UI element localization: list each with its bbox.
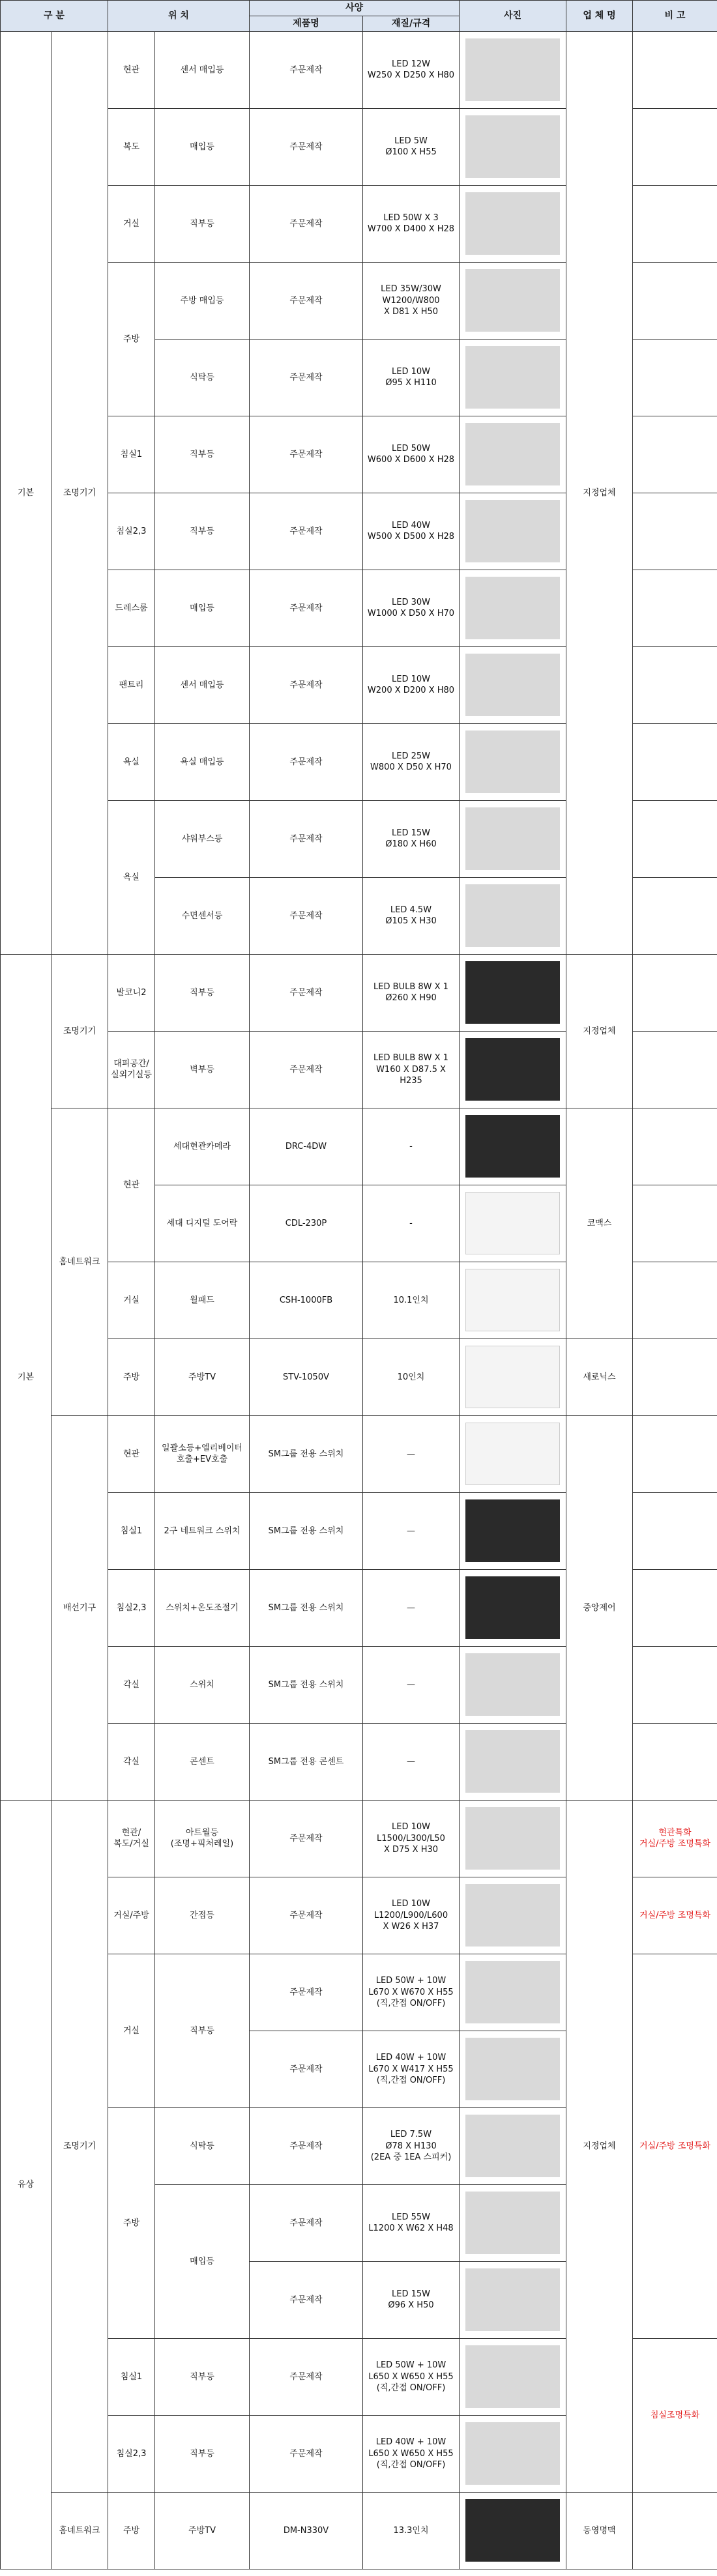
- spec-cell: 10인치: [363, 1339, 460, 1415]
- photo-cell: [460, 1954, 566, 2031]
- spec-cell: —: [363, 1646, 460, 1723]
- product-cell: 주문제작: [250, 954, 363, 1031]
- item-cell: 식탁등: [155, 339, 250, 416]
- subcategory-cell: 조명기기: [51, 1800, 108, 2492]
- note-cell: [633, 31, 717, 108]
- product-cell: SM그룹 전용 스위치: [250, 1415, 363, 1492]
- spec-cell: LED 15W Ø96 X H50: [363, 2261, 460, 2338]
- switch-panel-photo: [465, 1423, 560, 1485]
- product-cell: DRC-4DW: [250, 1108, 363, 1185]
- item-cell: 일괄소등+엘리베이터 호출+EV호출: [155, 1415, 250, 1492]
- spec-cell: LED BULB 8W X 1 W160 X D87.5 X H235: [363, 1031, 460, 1108]
- table-row: [1, 954, 717, 1031]
- spec-cell: LED 5W Ø100 X H55: [363, 108, 460, 185]
- product-cell: 주문제작: [250, 877, 363, 954]
- spec-cell: -: [363, 1108, 460, 1185]
- location-cell: 욕실: [108, 800, 155, 954]
- location-cell: 현관: [108, 31, 155, 108]
- company-cell: 중앙제어: [566, 1415, 633, 1800]
- note-cell: [633, 339, 717, 416]
- photo-cell: [460, 2261, 566, 2338]
- photo-cell: [460, 2107, 566, 2184]
- round-light-photo: [465, 807, 560, 870]
- spec-cell: —: [363, 1492, 460, 1569]
- location-cell: 침실2,3: [108, 1569, 155, 1646]
- spec-cell: LED 50W X 3 W700 X D400 X H28: [363, 185, 460, 262]
- company-cell: 지정업체: [566, 954, 633, 1108]
- location-cell: 침실1: [108, 416, 155, 493]
- header-photo: 사진: [460, 1, 566, 32]
- sensor-square-light-photo: [465, 654, 560, 716]
- item-cell: 주방TV: [155, 2492, 250, 2569]
- product-cell: DM-N330V: [250, 2492, 363, 2569]
- note-cell: [633, 1108, 717, 1185]
- note-cell: [633, 1492, 717, 1569]
- location-cell: 주방: [108, 262, 155, 416]
- photo-cell: [460, 1877, 566, 1954]
- location-cell: 대피공간/ 실외기실등: [108, 1031, 155, 1108]
- product-cell: 주문제작: [250, 570, 363, 646]
- network-switch-photo: [465, 1499, 560, 1562]
- header-location: 위 치: [108, 1, 250, 32]
- spec-cell: LED 35W/30W W1200/W800 X D81 X H50: [363, 262, 460, 339]
- item-cell: 직부등: [155, 416, 250, 493]
- item-cell: 직부등: [155, 1954, 250, 2107]
- location-cell: 거실: [108, 1954, 155, 2107]
- product-cell: 주문제작: [250, 1800, 363, 1877]
- location-cell: 욕실: [108, 723, 155, 800]
- subcategory-cell: 홈네트워크: [51, 1108, 108, 1415]
- subcategory-cell: 조명기기: [51, 31, 108, 954]
- photo-cell: [460, 723, 566, 800]
- photo-cell: [460, 2184, 566, 2261]
- outlets-photo: [465, 1730, 560, 1793]
- item-cell: 욕실 매입등: [155, 723, 250, 800]
- photo-cell: [460, 877, 566, 954]
- spec-cell: LED 10W L1200/L900/L600 X W26 X H37: [363, 1877, 460, 1954]
- note-cell: [633, 570, 717, 646]
- table-row: [1, 1339, 717, 1415]
- round-ceiling-dark-photo: [465, 961, 560, 1024]
- category-cell: 유상: [1, 1800, 51, 2569]
- photo-cell: [460, 108, 566, 185]
- header-material: 재질/규격: [363, 16, 460, 31]
- product-cell: 주문제작: [250, 2415, 363, 2492]
- note-cell: [633, 800, 717, 877]
- location-cell: 주방: [108, 2492, 155, 2569]
- product-cell: SM그룹 전용 콘센트: [250, 1723, 363, 1800]
- recessed-spot-photo: [465, 2268, 560, 2331]
- item-cell: 센서 매입등: [155, 646, 250, 723]
- table-row: [1, 31, 717, 108]
- kitchen-tv-dark-photo: [465, 2499, 560, 2562]
- item-cell: 매입등: [155, 2184, 250, 2338]
- door-camera-photo: [465, 1115, 560, 1178]
- item-cell: 식탁등: [155, 2107, 250, 2184]
- item-cell: 샤워부스등: [155, 800, 250, 877]
- spec-cell: LED 50W + 10W L670 X W670 X H55 (직,간접 ON/OFF): [363, 1954, 460, 2031]
- note-cell: [633, 877, 717, 954]
- location-cell: 각실: [108, 1646, 155, 1723]
- spec-cell: LED 50W W600 X D600 X H28: [363, 416, 460, 493]
- product-cell: 주문제작: [250, 2261, 363, 2338]
- location-cell: 현관/ 복도/거실: [108, 1800, 155, 1877]
- note-cell: [633, 1646, 717, 1723]
- spec-cell: —: [363, 1415, 460, 1492]
- spec-cell: LED 30W W1000 X D50 X H70: [363, 570, 460, 646]
- product-cell: 주문제작: [250, 2031, 363, 2107]
- header-note: 비 고: [633, 1, 717, 32]
- spec-cell: LED 10W L1500/L300/L50 X D75 X H30: [363, 1800, 460, 1877]
- company-cell: 지정업체: [566, 31, 633, 954]
- linear-light-photo: [465, 731, 560, 793]
- item-cell: 주방TV: [155, 1339, 250, 1415]
- product-cell: 주문제작: [250, 1877, 363, 1954]
- linear-light-photo: [465, 269, 560, 332]
- item-cell: 직부등: [155, 185, 250, 262]
- company-cell: 코맥스: [566, 1108, 633, 1339]
- item-cell: 직부등: [155, 2338, 250, 2415]
- note-cell: [633, 108, 717, 185]
- photo-cell: [460, 493, 566, 570]
- square-panel-photo: [465, 423, 560, 485]
- note-cell: [633, 185, 717, 262]
- item-cell: 직부등: [155, 2415, 250, 2492]
- table-row: [1, 2492, 717, 2569]
- linear-light-photo: [465, 577, 560, 639]
- product-cell: 주문제작: [250, 416, 363, 493]
- location-cell: 주방: [108, 2107, 155, 2338]
- spec-cell: LED 10W Ø95 X H110: [363, 339, 460, 416]
- product-cell: 주문제작: [250, 185, 363, 262]
- location-cell: 침실2,3: [108, 2415, 155, 2492]
- photo-cell: [460, 1031, 566, 1108]
- pendant-spot-photo: [465, 2115, 560, 2177]
- location-cell: 복도: [108, 108, 155, 185]
- photo-cell: [460, 1262, 566, 1339]
- spec-cell: LED 15W Ø180 X H60: [363, 800, 460, 877]
- header-product: 제품명: [250, 16, 363, 31]
- spec-cell: LED 40W + 10W L670 X W417 X H55 (직,간접 ON/OFF): [363, 2031, 460, 2107]
- switches-photo: [465, 1653, 560, 1716]
- note-cell: 침실조명특화: [633, 2338, 717, 2492]
- photo-cell: [460, 1723, 566, 1800]
- photo-cell: [460, 339, 566, 416]
- product-cell: 주문제작: [250, 493, 363, 570]
- art-wall-light-photo: [465, 1807, 560, 1870]
- location-cell: 거실: [108, 185, 155, 262]
- table-row: [1, 1800, 717, 1877]
- product-cell: 주문제작: [250, 2184, 363, 2261]
- spec-cell: LED BULB 8W X 1 Ø260 X H90: [363, 954, 460, 1031]
- table-row: [1, 1415, 717, 1492]
- photo-cell: [460, 1800, 566, 1877]
- spec-cell: LED 7.5W Ø78 X H130 (2EA 중 1EA 스피커): [363, 2107, 460, 2184]
- photo-cell: [460, 262, 566, 339]
- item-cell: 아트월등 (조명+픽처레일): [155, 1800, 250, 1877]
- photo-cell: [460, 2492, 566, 2569]
- product-cell: 주문제작: [250, 339, 363, 416]
- location-cell: 침실1: [108, 1492, 155, 1569]
- product-cell: 주문제작: [250, 2338, 363, 2415]
- product-cell: 주문제작: [250, 108, 363, 185]
- company-cell: 지정업체: [566, 1800, 633, 2492]
- note-cell: [633, 416, 717, 493]
- note-cell: [633, 2492, 717, 2569]
- product-cell: CSH-1000FB: [250, 1262, 363, 1339]
- product-cell: 주문제작: [250, 31, 363, 108]
- square-frame-photo: [465, 2422, 560, 2485]
- category-cell: 기본: [1, 31, 51, 954]
- note-cell: [633, 954, 717, 1031]
- square-frame-photo: [465, 2345, 560, 2408]
- location-cell: 드레스룸: [108, 570, 155, 646]
- panel-light-set-photo: [465, 192, 560, 255]
- spec-cell: 13.3인치: [363, 2492, 460, 2569]
- location-cell: 거실: [108, 1262, 155, 1339]
- item-cell: 세대현관카메라: [155, 1108, 250, 1185]
- spec-cell: LED 25W W800 X D50 X H70: [363, 723, 460, 800]
- kitchen-tv-photo: [465, 1346, 560, 1408]
- note-cell: [633, 1339, 717, 1415]
- item-cell: 간접등: [155, 1877, 250, 1954]
- item-cell: 세대 디지털 도어락: [155, 1185, 250, 1262]
- location-cell: 각실: [108, 1723, 155, 1800]
- spec-cell: LED 4.5W Ø105 X H30: [363, 877, 460, 954]
- item-cell: 스위치+온도조절기: [155, 1569, 250, 1646]
- photo-cell: [460, 646, 566, 723]
- photo-cell: [460, 570, 566, 646]
- product-cell: SM그룹 전용 스위치: [250, 1646, 363, 1723]
- item-cell: 월패드: [155, 1262, 250, 1339]
- product-cell: 주문제작: [250, 800, 363, 877]
- photo-cell: [460, 2338, 566, 2415]
- photo-cell: [460, 416, 566, 493]
- photo-cell: [460, 1569, 566, 1646]
- spec-cell: LED 55W L1200 X W62 X H48: [363, 2184, 460, 2261]
- location-cell: 주방: [108, 1339, 155, 1415]
- sensor-round-light-photo: [465, 884, 560, 947]
- photo-cell: [460, 1646, 566, 1723]
- header-gubun: 구 분: [1, 1, 108, 32]
- thermostat-switch-photo: [465, 1576, 560, 1639]
- photo-cell: [460, 31, 566, 108]
- digital-doorlock-photo: [465, 1192, 560, 1254]
- spec-cell: LED 40W W500 X D500 X H28: [363, 493, 460, 570]
- product-cell: CDL-230P: [250, 1185, 363, 1262]
- spec-cell: LED 50W + 10W L650 X W650 X H55 (직,간접 ON/OFF): [363, 2338, 460, 2415]
- product-cell: 주문제작: [250, 1954, 363, 2031]
- product-cell: SM그룹 전용 스위치: [250, 1492, 363, 1569]
- category-cell: 기본: [1, 954, 51, 1800]
- photo-cell: [460, 2415, 566, 2492]
- track-light-photo: [465, 2192, 560, 2254]
- note-cell: [633, 646, 717, 723]
- item-cell: 벽부등: [155, 1031, 250, 1108]
- spec-cell: LED 40W + 10W L650 X W650 X H55 (직,간접 ON/OFF): [363, 2415, 460, 2492]
- spec-cell: LED 10W W200 X D200 X H80: [363, 646, 460, 723]
- item-cell: 직부등: [155, 493, 250, 570]
- product-cell: STV-1050V: [250, 1339, 363, 1415]
- location-cell: 현관: [108, 1415, 155, 1492]
- photo-cell: [460, 2031, 566, 2107]
- photo-cell: [460, 800, 566, 877]
- sensor-ceiling-light-photo: [465, 38, 560, 101]
- location-cell: 팬트리: [108, 646, 155, 723]
- location-cell: 침실2,3: [108, 493, 155, 570]
- note-cell: [633, 1415, 717, 1492]
- product-cell: 주문제작: [250, 1031, 363, 1108]
- spec-cell: -: [363, 1185, 460, 1262]
- location-cell: 발코니2: [108, 954, 155, 1031]
- subcategory-cell: 배선기구: [51, 1415, 108, 1800]
- note-cell: 현관특화 거실/주방 조명특화: [633, 1800, 717, 1877]
- photo-cell: [460, 1492, 566, 1569]
- item-cell: 수면센서등: [155, 877, 250, 954]
- spec-cell: —: [363, 1569, 460, 1646]
- note-cell: [633, 723, 717, 800]
- location-cell: 거실/주방: [108, 1877, 155, 1954]
- downlight-photo: [465, 115, 560, 178]
- item-cell: 센서 매입등: [155, 31, 250, 108]
- cylinder-spot-photo: [465, 346, 560, 409]
- photo-cell: [460, 1108, 566, 1185]
- product-cell: 주문제작: [250, 262, 363, 339]
- note-cell: [633, 1569, 717, 1646]
- wall-light-photo: [465, 1038, 560, 1101]
- company-cell: 동영명맥: [566, 2492, 633, 2569]
- product-cell: SM그룹 전용 스위치: [250, 1569, 363, 1646]
- note-cell: 거실/주방 조명특화: [633, 1954, 717, 2338]
- photo-cell: [460, 1185, 566, 1262]
- item-cell: 매입등: [155, 570, 250, 646]
- location-cell: 현관: [108, 1108, 155, 1262]
- product-cell: 주문제작: [250, 723, 363, 800]
- frame-light-photo: [465, 1961, 560, 2023]
- product-cell: 주문제작: [250, 2107, 363, 2184]
- square-panel-photo: [465, 500, 560, 562]
- item-cell: 2구 네트워크 스위치: [155, 1492, 250, 1569]
- header-spec: 사양: [250, 1, 460, 16]
- item-cell: 스위치: [155, 1646, 250, 1723]
- spec-cell: LED 12W W250 X D250 X H80: [363, 31, 460, 108]
- item-cell: 주방 매입등: [155, 262, 250, 339]
- note-cell: [633, 1185, 717, 1262]
- indirect-light-photo: [465, 1884, 560, 1946]
- item-cell: 콘센트: [155, 1723, 250, 1800]
- photo-cell: [460, 185, 566, 262]
- note-cell: [633, 1031, 717, 1108]
- item-cell: 직부등: [155, 954, 250, 1031]
- note-cell: 거실/주방 조명특화: [633, 1877, 717, 1954]
- frame-light-photo: [465, 2038, 560, 2100]
- company-cell: 새로닉스: [566, 1339, 633, 1415]
- spec-cell: 10.1인치: [363, 1262, 460, 1339]
- note-cell: [633, 1723, 717, 1800]
- product-cell: 주문제작: [250, 646, 363, 723]
- wallpad-photo: [465, 1269, 560, 1331]
- header-company: 업 체 명: [566, 1, 633, 32]
- note-cell: [633, 262, 717, 339]
- item-cell: 매입등: [155, 108, 250, 185]
- location-cell: 침실1: [108, 2338, 155, 2415]
- photo-cell: [460, 954, 566, 1031]
- note-cell: [633, 1262, 717, 1339]
- subcategory-cell: 조명기기: [51, 954, 108, 1108]
- note-cell: [633, 493, 717, 570]
- spec-cell: —: [363, 1723, 460, 1800]
- photo-cell: [460, 1339, 566, 1415]
- subcategory-cell: 홈네트워크: [51, 2492, 108, 2569]
- table-row: [1, 1108, 717, 1185]
- photo-cell: [460, 1415, 566, 1492]
